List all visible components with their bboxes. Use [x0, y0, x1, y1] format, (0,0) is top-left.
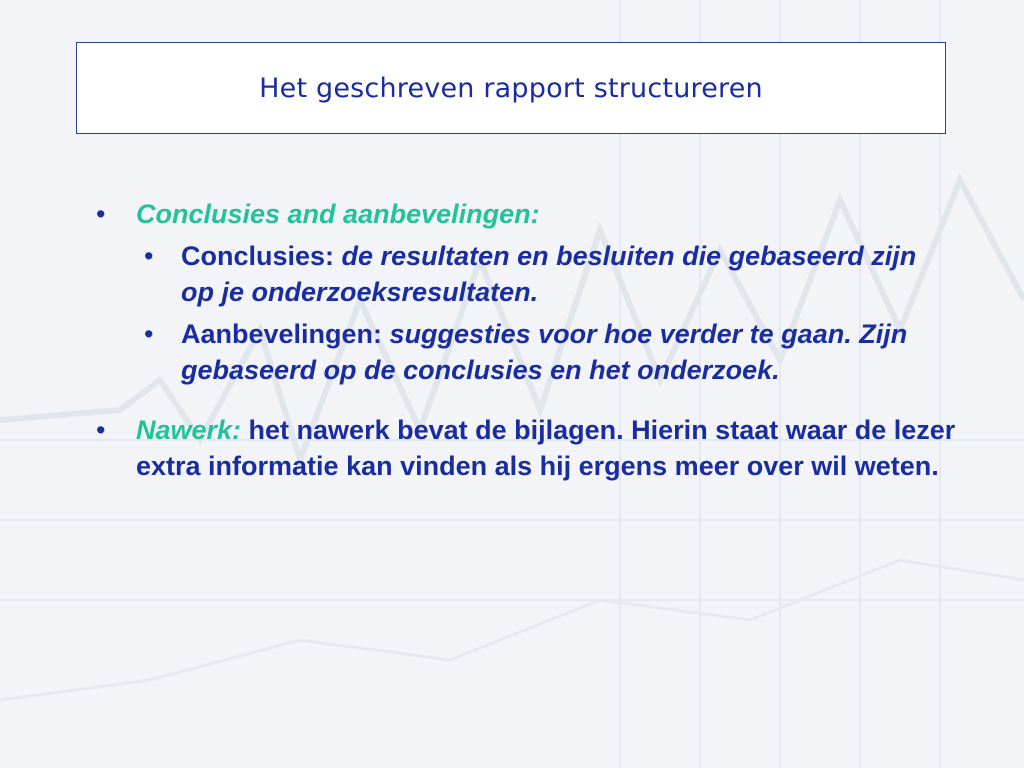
subbullet-label: Aanbevelingen:: [181, 319, 383, 349]
subbullet-text: de resultaten en besluiten die gebaseerd zijn op je onderzoeksresultaten.: [181, 241, 917, 307]
bullet-text: het nawerk bevat de bijlagen. Hierin staat waar de lezer extra informatie kan vinden als hij ergens meer over wil weten.: [136, 415, 956, 481]
subbullet-text: suggesties voor hoe verder te gaan. Zijn gebaseerd op de conclusies en het onderzoek.: [181, 319, 908, 385]
bullet-label: Conclusies and aanbevelingen:: [136, 199, 540, 229]
bullet-label: Nawerk:: [136, 415, 242, 445]
bullet-dot: •: [144, 319, 154, 349]
subbullet-aanbevelingen: [96, 316, 956, 388]
slide-content: [96, 196, 956, 484]
title-box: [76, 42, 946, 134]
bullet-dot: •: [144, 241, 154, 271]
slide-title: Het geschreven rapport structureren: [259, 72, 763, 104]
subbullet-label: Conclusies:: [181, 241, 335, 271]
bullet-conclusions-heading: [96, 196, 956, 232]
bullet-dot: •: [96, 199, 106, 229]
subbullet-conclusies: [96, 238, 956, 310]
bullet-dot: •: [96, 415, 106, 445]
bullet-nawerk: [96, 412, 956, 484]
